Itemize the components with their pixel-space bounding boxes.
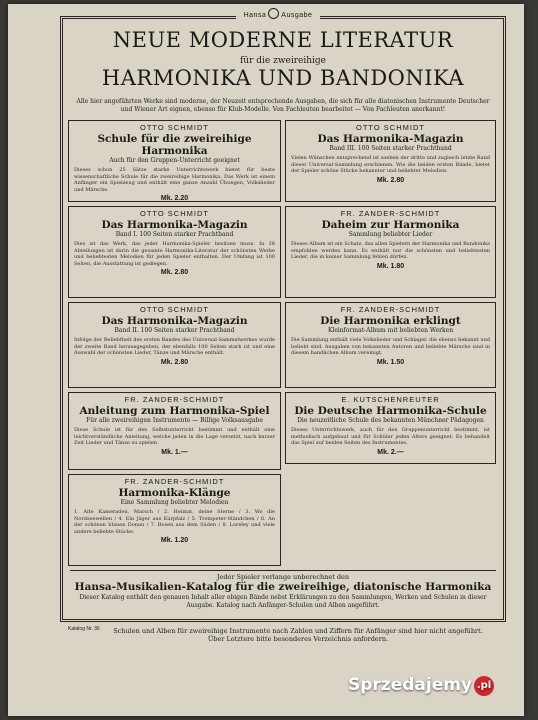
product-box	[68, 302, 281, 388]
product-price: Mk. 2.80	[160, 269, 189, 276]
product-price: Mk. 2.—	[377, 448, 404, 456]
product-subtitle: Die neuzeitliche Schule des bekannten Münchner Pädagogen	[297, 417, 484, 424]
product-title: Anleitung zum Harmonika-Spiel	[79, 405, 270, 417]
author: OTTO SCHMIDT	[140, 305, 209, 314]
brand-left: Hansa	[243, 12, 267, 19]
watermark-text: Sprzedajemy	[348, 675, 473, 695]
product-subtitle: Band II. 100 Seiten starker Prachtband	[114, 327, 235, 334]
product-description: Dieses schon 25 Sätze starke Unterrichtswerk bietet für beste wissenschaftliche Schule für die zweireihige Harmonika. Das Werk ist einem Anfänger ein Spielzeug und enthält eine ganze Anzahl Übungen, Volkslieder und Märsche.	[74, 167, 275, 193]
catalog-title: Hansa-Musikalien-Katalog für die zweireihige, diatonische Harmonika	[74, 581, 492, 593]
catalog-description: Dieser Katalog enthält den genauen Inhalt aller obigen Bände nebst Erklärungen zu den Sammlungen, Werken und Schulen in dieser Ausgabe. Katalog nach Anfänger-Schulen und Alben angeführt.	[79, 594, 487, 609]
instrument-title: HARMONIKA UND BANDONIKA	[101, 66, 465, 90]
product-title: Harmonika-Klänge	[118, 487, 231, 499]
catalog-page	[8, 4, 524, 716]
author: FR. ZANDER-SCHMIDT	[340, 305, 441, 314]
brand-right: Ausgabe	[281, 12, 313, 19]
product-price: Mk. 1.80	[376, 262, 405, 270]
product-box	[285, 302, 496, 388]
product-price: Mk. 2.80	[160, 358, 189, 366]
watermark-suffix: .pl	[474, 676, 494, 696]
sprzedajemy-watermark	[348, 672, 528, 698]
product-subtitle: Kleinformat-Album mit beliebten Werken	[327, 327, 454, 334]
author: E. KUTSCHENREUTER	[341, 395, 440, 404]
intro-text: Alle hier angeführten Werke sind moderne, der Neuzeit entsprechende Ausgaben, die sich für alle diatonischen Instrumente Deutscher und Wiener Art eignen, ebenso für Klub-Modelle. Von Fachleuten bearbeitet — Von Fachleuten anerkannt!	[76, 98, 490, 113]
main-title: NEUE MODERNE LITERATUR	[112, 28, 454, 52]
product-subtitle: Band I. 100 Seiten starker Prachtband	[115, 231, 234, 238]
product-subtitle: Band III. 100 Seiten starker Prachtband	[329, 145, 452, 152]
product-description: Die Sammlung enthält viele Volkslieder und Schlager, die ebenso bekannt und beliebt sind. Ausgaben von bekannten Autoren und beliebte Märsche sind in diesem handlichen Album vereinigt.	[291, 337, 490, 356]
author: FR. ZANDER-SCHMIDT	[124, 477, 225, 486]
product-description: 1. Alte Kameraden, Marsch / 2. Heimat, deine Sterne / 3. Wo die Nordseewellen / 4. Ein Jäger aus Kurpfalz / 5. Trompeter-Ständchen / 6. An der schönen blauen Donau / 7. Rosen aus dem Süden / 8. Loreley und viele andere beliebte Stücke.	[74, 509, 275, 535]
product-title: Die Deutsche Harmonika-Schule	[294, 405, 487, 417]
product-price: Mk. 2.80	[376, 176, 405, 184]
footer-note: Schulen und Alben für zweireihige Instrumente nach Zahlen und Ziffern für Anfänger sind hier nicht angeführt. Über Letztere bitte besonderes Verzeichnis anfordern.	[113, 627, 483, 643]
catalog-intro: Jeder Spieler verlange unberechnet den	[216, 573, 350, 581]
product-description: Vielen Wünschen entsprechend ist soeben der dritte und zugleich letzte Band dieser Universal-Sammlung erschienen. Wie die beiden ersten Bände, bietet der Spieler schöne Stücke bekannter und beliebter Melodien.	[291, 155, 490, 174]
product-price: Mk. 1.50	[376, 358, 405, 366]
product-box	[285, 206, 496, 298]
author: OTTO SCHMIDT	[140, 123, 209, 132]
product-box	[68, 392, 281, 470]
product-title: Schule für die zweireihige Harmonika	[97, 133, 252, 157]
product-description: Diese Schule ist für den Selbstunterricht bestimmt und enthält eine leichtverständliche Anleitung, welche jeden in die Lage versetzt, nach kurzer Zeit Lieder und Tänze zu spielen.	[74, 427, 275, 446]
author: OTTO SCHMIDT	[356, 123, 425, 132]
product-title: Daheim zur Harmonika	[321, 219, 460, 231]
product-box	[68, 120, 281, 202]
product-title: Das Harmonika-Magazin	[101, 219, 248, 231]
product-subtitle: Für alle zweireihigen Instrumente — Billige Volksausgabe	[86, 417, 263, 424]
product-description: Infolge der Beliebtheit des ersten Bandes des Universal-Sammelwerkes wurde der zweite Band herausgegeben, der ebenfalls 100 Seiten stark ist und eine Auswahl der schönsten Lieder, Tänze und Märsche enthält.	[74, 337, 275, 356]
catalog-number: Katalog Nr. 36	[68, 626, 100, 632]
product-description: Dieses Unterrichtswerk, auch für den Gruppenunterricht bestimmt, ist methodisch aufgebaut und für Schüler jeden Alters geeignet. Es behandelt das Spiel auf beiden Seiten des Instrumentes.	[291, 427, 490, 446]
product-title: Das Harmonika-Magazin	[317, 133, 464, 145]
product-subtitle: Sammlung beliebter Lieder	[348, 231, 433, 238]
product-title: Das Harmonika-Magazin	[101, 315, 248, 327]
author: FR. ZANDER-SCHMIDT	[124, 395, 225, 404]
product-description: Dieses Album ist ein Schatz, das allen Spielern der Harmonika und Bandonika empfohlen werden kann. Es enthält nur die schönsten und beliebtesten Lieder, die in keiner Sammlung fehlen dürfen.	[291, 241, 491, 260]
product-description: Dies ist das Werk, das jeder Harmonika-Spieler besitzen muss. In 28 Abteilungen ist darin die gesamte Harmonika-Literatur der schönsten Werke und beliebtesten Melodien für jeden Spieler enthalten. Der Umfang ist 100 Seiten, die Ausstattung ist gediegen.	[74, 241, 275, 267]
product-box	[68, 474, 281, 566]
product-price: Mk. 1.—	[161, 448, 188, 456]
product-price: Mk. 2.20	[160, 195, 189, 202]
product-subtitle: Eine Sammlung beliebter Melodien	[120, 499, 229, 506]
title-subtitle: für die zweireihige	[239, 56, 327, 66]
product-title: Die Harmonika erklingt	[320, 315, 461, 327]
author: OTTO SCHMIDT	[140, 209, 209, 218]
hansa-brand	[236, 8, 320, 20]
product-subtitle: Auch für den Gruppen-Unterricht geeignet	[109, 157, 240, 164]
product-box	[68, 206, 281, 298]
product-box	[285, 120, 496, 202]
catalog-offer	[70, 570, 496, 620]
author: FR. ZANDER-SCHMIDT	[340, 209, 441, 218]
hansa-logo-icon	[268, 8, 279, 19]
product-box	[285, 392, 496, 464]
product-price: Mk. 1.20	[160, 537, 189, 544]
